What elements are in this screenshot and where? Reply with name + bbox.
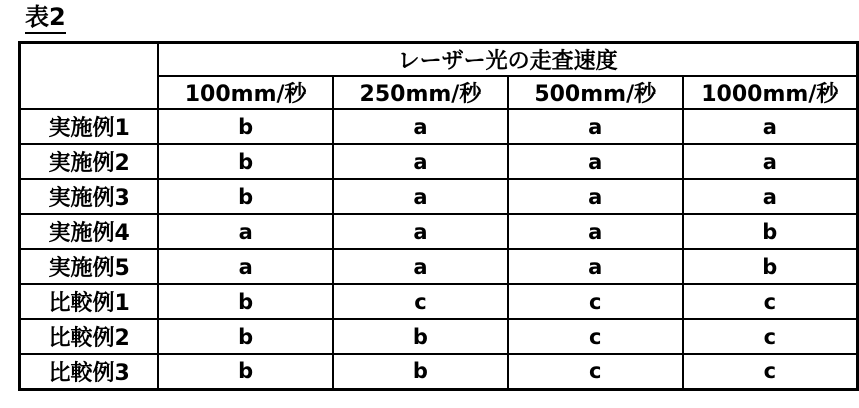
cell: b (158, 109, 333, 144)
row-label: 比較例3 (20, 354, 159, 389)
cell: c (683, 284, 858, 319)
cell: a (508, 179, 683, 214)
table-row (20, 109, 858, 144)
cell: a (333, 109, 508, 144)
cell: b (158, 144, 333, 179)
table-row (20, 214, 858, 249)
table-row (20, 249, 858, 284)
cell: b (683, 249, 858, 284)
row-label: 比較例2 (20, 319, 159, 354)
row-label: 実施例5 (20, 249, 159, 284)
cell: b (158, 319, 333, 354)
cell: a (508, 109, 683, 144)
cell: a (333, 214, 508, 249)
column-header-1000mm: 1000mm/秒 (683, 76, 858, 109)
cell: a (333, 249, 508, 284)
column-header-100mm: 100mm/秒 (158, 76, 333, 109)
cell: c (333, 284, 508, 319)
table-row (20, 319, 858, 354)
corner-cell (20, 43, 159, 110)
cell: a (508, 214, 683, 249)
results-table (18, 41, 859, 391)
cell: c (683, 319, 858, 354)
cell: b (333, 354, 508, 389)
cell: a (683, 144, 858, 179)
cell: a (333, 179, 508, 214)
cell: a (683, 109, 858, 144)
row-label: 比較例1 (20, 284, 159, 319)
table-row (20, 354, 858, 389)
column-header-500mm: 500mm/秒 (508, 76, 683, 109)
cell: b (158, 284, 333, 319)
row-label: 実施例2 (20, 144, 159, 179)
cell: a (508, 144, 683, 179)
row-label: 実施例3 (20, 179, 159, 214)
row-label: 実施例4 (20, 214, 159, 249)
group-header: レーザー光の走査速度 (158, 43, 857, 77)
cell: a (158, 249, 333, 284)
table-row (20, 284, 858, 319)
cell: a (508, 249, 683, 284)
cell: b (158, 354, 333, 389)
cell: c (683, 354, 858, 389)
cell: a (683, 179, 858, 214)
cell: c (508, 354, 683, 389)
cell: a (333, 144, 508, 179)
cell: a (158, 214, 333, 249)
column-header-250mm: 250mm/秒 (333, 76, 508, 109)
table-row (20, 179, 858, 214)
table-title: 表2 (25, 2, 66, 34)
cell: c (508, 284, 683, 319)
table-row (20, 144, 858, 179)
cell: b (158, 179, 333, 214)
group-header-row (20, 43, 858, 77)
cell: b (333, 319, 508, 354)
cell: c (508, 319, 683, 354)
cell: b (683, 214, 858, 249)
row-label: 実施例1 (20, 109, 159, 144)
